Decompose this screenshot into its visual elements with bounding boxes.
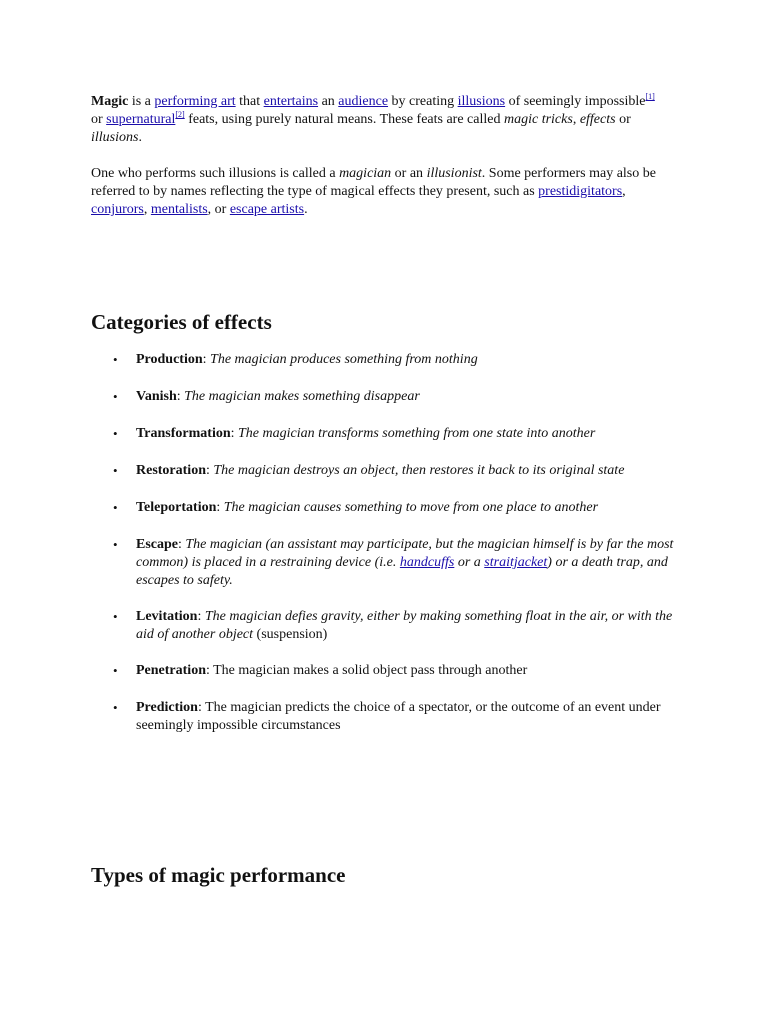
term-escape: Escape xyxy=(136,537,178,552)
list-item-production xyxy=(91,351,691,369)
citation-2[interactable]: [2] xyxy=(175,110,185,119)
description: The magician (an assistant may participate, but the magician himself is by far the most common) is placed in a restraining device (i.e. xyxy=(136,537,674,570)
link-supernatural[interactable]: supernatural xyxy=(106,112,176,127)
term-effects: effects xyxy=(579,112,616,127)
text: feats, using purely natural means. These feats are called xyxy=(184,112,504,127)
intro-paragraph xyxy=(91,93,666,147)
description: The magician makes a solid object pass through another xyxy=(213,663,528,678)
term-restoration: Restoration xyxy=(136,463,206,478)
description: The magician destroys an object, then restores it back to its original state xyxy=(213,463,625,478)
heading-categories-of-effects: Categories of effects xyxy=(91,310,272,334)
description: The magician defies gravity, either by making something float in the air, or with the aid of another object xyxy=(136,609,673,642)
text: that xyxy=(235,94,264,109)
text: ) or a death trap, and escapes to safety. xyxy=(136,555,668,588)
text: : xyxy=(176,389,185,404)
text: : xyxy=(202,352,211,367)
link-handcuffs[interactable]: handcuffs xyxy=(399,555,455,570)
link-performing-art[interactable]: performing art xyxy=(154,94,236,109)
list-item-restoration xyxy=(91,462,691,480)
list-item-transformation xyxy=(91,425,691,443)
text: or xyxy=(91,112,107,127)
text: . xyxy=(138,130,142,145)
list-item-prediction xyxy=(91,699,691,735)
bullet: • xyxy=(113,463,118,478)
bullet: • xyxy=(113,663,118,678)
term-vanish: Vanish xyxy=(136,389,177,404)
term-magic: Magic xyxy=(91,94,129,109)
link-escape-artists[interactable]: escape artists xyxy=(229,202,305,217)
text: One who performs such illusions is called a xyxy=(91,166,340,181)
term-levitation: Levitation xyxy=(136,609,198,624)
text: , xyxy=(143,202,151,217)
link-conjurors[interactable]: conjurors xyxy=(91,202,144,217)
citation-1[interactable]: [1] xyxy=(645,92,655,101)
term-illusionist: illusionist xyxy=(426,166,482,181)
list-item-vanish xyxy=(91,388,691,406)
bullet: • xyxy=(113,609,118,624)
performers-paragraph xyxy=(91,165,666,219)
link-mentalists[interactable]: mentalists xyxy=(150,202,208,217)
description: The magician causes something to move from one place to another xyxy=(223,500,599,515)
text: : xyxy=(230,426,239,441)
description: The magician produces something from nothing xyxy=(210,352,478,367)
text: : xyxy=(197,609,205,624)
text: is a xyxy=(128,94,155,109)
term-production: Production xyxy=(136,352,203,367)
list-item-penetration xyxy=(91,662,691,680)
link-entertains[interactable]: entertains xyxy=(263,94,319,109)
description: The magician makes something disappear xyxy=(184,389,420,404)
list-item-escape xyxy=(91,536,691,590)
link-illusions[interactable]: illusions xyxy=(457,94,506,109)
description: The magician predicts the choice of a spectator, or the outcome of an event under seemingly impossible circumstances xyxy=(136,700,661,733)
bullet: • xyxy=(113,426,118,441)
term-teleportation: Teleportation xyxy=(136,500,217,515)
text: : xyxy=(197,700,206,715)
description: The magician transforms something from one state into another xyxy=(238,426,596,441)
text: of seemingly impossible xyxy=(505,94,646,109)
text: by creating xyxy=(388,94,458,109)
term-magician: magician xyxy=(339,166,392,181)
text: , xyxy=(572,112,580,127)
bullet: • xyxy=(113,700,118,715)
term-magic-tricks: magic tricks xyxy=(503,112,573,127)
term-transformation: Transformation xyxy=(136,426,231,441)
categories-list xyxy=(91,351,691,754)
text: or xyxy=(615,112,631,127)
list-item-levitation xyxy=(91,608,691,644)
text: an xyxy=(318,94,339,109)
list-item-teleportation xyxy=(91,499,691,517)
term-penetration: Penetration xyxy=(136,663,206,678)
text: . Some performers may also be referred to by names reflecting the type of magical effects they present, such as xyxy=(91,166,656,199)
text: , or xyxy=(207,202,230,217)
link-prestidigitators[interactable]: prestidigitators xyxy=(538,184,623,199)
text: : xyxy=(216,500,224,515)
link-straitjacket[interactable]: straitjacket xyxy=(484,555,548,570)
text: (suspension) xyxy=(253,627,328,642)
link-audience[interactable]: audience xyxy=(338,94,389,109)
bullet: • xyxy=(113,389,118,404)
term-illusions: illusions xyxy=(91,130,139,145)
text: : xyxy=(206,463,214,478)
text: or a xyxy=(454,555,485,570)
text: or an xyxy=(391,166,427,181)
bullet: • xyxy=(113,500,118,515)
text: : xyxy=(205,663,214,678)
bullet: • xyxy=(113,537,118,552)
text: , xyxy=(622,184,626,199)
bullet: • xyxy=(113,352,118,367)
term-prediction: Prediction xyxy=(136,700,198,715)
text: . xyxy=(304,202,308,217)
text: : xyxy=(178,537,186,552)
heading-types-of-magic-performance: Types of magic performance xyxy=(91,863,346,887)
